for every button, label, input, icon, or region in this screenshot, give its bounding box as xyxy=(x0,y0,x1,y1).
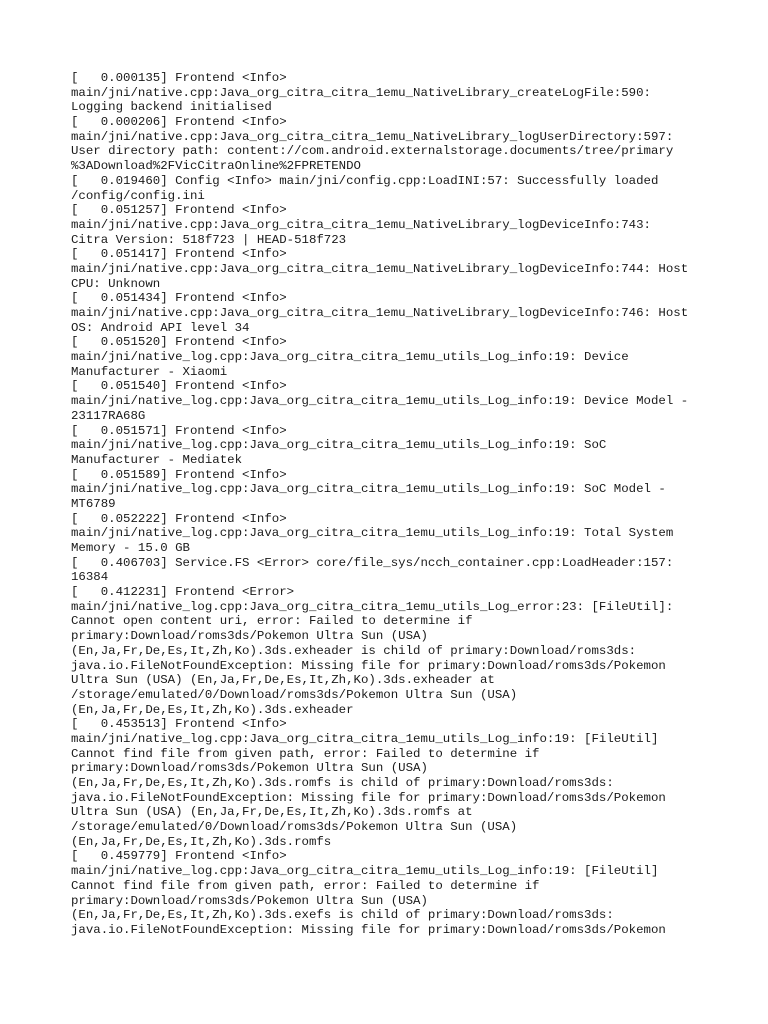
log-line: Ultra Sun (USA) (En,Ja,Fr,De,Es,It,Zh,Ko).3ds.romfs at xyxy=(71,805,473,820)
log-line: (En,Ja,Fr,De,Es,It,Zh,Ko).3ds.exheader is child of primary:Download/roms3ds: xyxy=(71,643,637,658)
log-line: User directory path: content://com.android.externalstorage.documents/tree/primary xyxy=(71,144,674,159)
log-line: main/jni/native_log.cpp:Java_org_citra_citra_1emu_utils_Log_info:19: SoC Model - xyxy=(71,482,666,497)
log-line: OS: Android API level 34 xyxy=(71,320,250,335)
log-line: Memory - 15.0 GB xyxy=(71,541,190,555)
log-line: java.io.FileNotFoundException: Missing file for primary:Download/roms3ds/Pokemon xyxy=(71,658,666,673)
log-line: (En,Ja,Fr,De,Es,It,Zh,Ko).3ds.exefs is child of primary:Download/roms3ds: xyxy=(71,908,614,923)
log-line: Citra Version: 518f723 | HEAD-518f723 xyxy=(71,232,347,247)
log-line: java.io.FileNotFoundException: Missing file for primary:Download/roms3ds/Pokemon xyxy=(71,790,666,805)
log-line: 23117RA68G xyxy=(71,408,146,423)
log-line: 16384 xyxy=(71,570,109,585)
log-line: Logging backend initialised xyxy=(71,100,272,115)
log-line: [ 0.051589] Frontend <Info> xyxy=(71,467,287,482)
log-line: [ 0.406703] Service.FS <Error> core/file_sys/ncch_container.cpp:LoadHeader:157: xyxy=(71,555,674,570)
log-line: CPU: Unknown xyxy=(71,276,161,291)
log-line: [ 0.051571] Frontend <Info> xyxy=(71,423,287,438)
log-line: /config/config.ini xyxy=(71,188,205,203)
log-line: main/jni/native.cpp:Java_org_citra_citra_1emu_NativeLibrary_logDeviceInfo:743: xyxy=(71,217,651,232)
log-line: [ 0.412231] Frontend <Error> xyxy=(71,585,295,600)
log-line: %3ADownload%2FVicCitraOnline%2FPRETENDO xyxy=(71,159,361,174)
log-line: main/jni/native.cpp:Java_org_citra_citra_1emu_NativeLibrary_logDeviceInfo:746: Host xyxy=(71,306,689,320)
log-line: [ 0.052222] Frontend <Info> xyxy=(71,511,287,526)
log-line: [ 0.000206] Frontend <Info> xyxy=(71,115,287,130)
log-line: [ 0.453513] Frontend <Info> xyxy=(71,717,287,732)
log-line: MT6789 xyxy=(71,496,116,511)
log-line: java.io.FileNotFoundException: Missing file for primary:Download/roms3ds/Pokemon xyxy=(71,922,666,937)
log-document xyxy=(71,71,731,938)
log-line: Cannot open content uri, error: Failed to determine if xyxy=(71,614,473,629)
log-line: main/jni/native_log.cpp:Java_org_citra_citra_1emu_utils_Log_info:19: Device xyxy=(71,350,629,365)
log-line: /storage/emulated/0/Download/roms3ds/Pokemon Ultra Sun (USA) xyxy=(71,820,518,835)
log-line: Ultra Sun (USA) (En,Ja,Fr,De,Es,It,Zh,Ko).3ds.exheader at xyxy=(71,673,495,688)
log-line: main/jni/native_log.cpp:Java_org_citra_citra_1emu_utils_Log_error:23: [FileUtil]: xyxy=(71,599,674,614)
log-line: primary:Download/roms3ds/Pokemon Ultra Sun (USA) xyxy=(71,761,428,776)
log-line: [ 0.051257] Frontend <Info> xyxy=(71,203,287,218)
log-line: main/jni/native_log.cpp:Java_org_citra_citra_1emu_utils_Log_info:19: [FileUtil] xyxy=(71,731,659,746)
log-line: Manufacturer - Mediatek xyxy=(71,452,243,467)
log-line: [ 0.051540] Frontend <Info> xyxy=(71,379,287,394)
log-line: (En,Ja,Fr,De,Es,It,Zh,Ko).3ds.romfs is child of primary:Download/roms3ds: xyxy=(71,776,614,790)
log-line: main/jni/native_log.cpp:Java_org_citra_citra_1emu_utils_Log_info:19: [FileUtil] xyxy=(71,864,659,879)
log-line: main/jni/native_log.cpp:Java_org_citra_citra_1emu_utils_Log_info:19: Device Model - xyxy=(71,394,689,409)
log-line: main/jni/native_log.cpp:Java_org_citra_citra_1emu_utils_Log_info:19: Total System xyxy=(71,526,674,541)
log-line: [ 0.459779] Frontend <Info> xyxy=(71,849,287,864)
log-line: primary:Download/roms3ds/Pokemon Ultra Sun (USA) xyxy=(71,893,428,908)
log-line: Cannot find file from given path, error: Failed to determine if xyxy=(71,746,540,761)
log-line: Cannot find file from given path, error: Failed to determine if xyxy=(71,878,540,893)
log-line: [ 0.051417] Frontend <Info> xyxy=(71,247,287,262)
log-line: [ 0.019460] Config <Info> main/jni/config.cpp:LoadINI:57: Successfully loaded xyxy=(71,173,659,188)
log-line: Manufacturer - Xiaomi xyxy=(71,364,228,379)
log-line: [ 0.051520] Frontend <Info> xyxy=(71,335,287,350)
log-line: main/jni/native.cpp:Java_org_citra_citra_1emu_NativeLibrary_createLogFile:590: xyxy=(71,85,651,100)
log-line: main/jni/native.cpp:Java_org_citra_citra_1emu_NativeLibrary_logDeviceInfo:744: Host xyxy=(71,261,689,276)
log-line: [ 0.051434] Frontend <Info> xyxy=(71,291,287,306)
log-line: main/jni/native.cpp:Java_org_citra_citra_1emu_NativeLibrary_logUserDirectory:597: xyxy=(71,129,674,144)
log-line: /storage/emulated/0/Download/roms3ds/Pokemon Ultra Sun (USA) xyxy=(71,687,518,702)
log-line: main/jni/native_log.cpp:Java_org_citra_citra_1emu_utils_Log_info:19: SoC xyxy=(71,438,607,453)
log-line: primary:Download/roms3ds/Pokemon Ultra Sun (USA) xyxy=(71,629,428,644)
log-line: (En,Ja,Fr,De,Es,It,Zh,Ko).3ds.romfs xyxy=(71,834,332,849)
log-line: [ 0.000135] Frontend <Info> xyxy=(71,71,287,85)
log-line: (En,Ja,Fr,De,Es,It,Zh,Ko).3ds.exheader xyxy=(71,702,354,717)
